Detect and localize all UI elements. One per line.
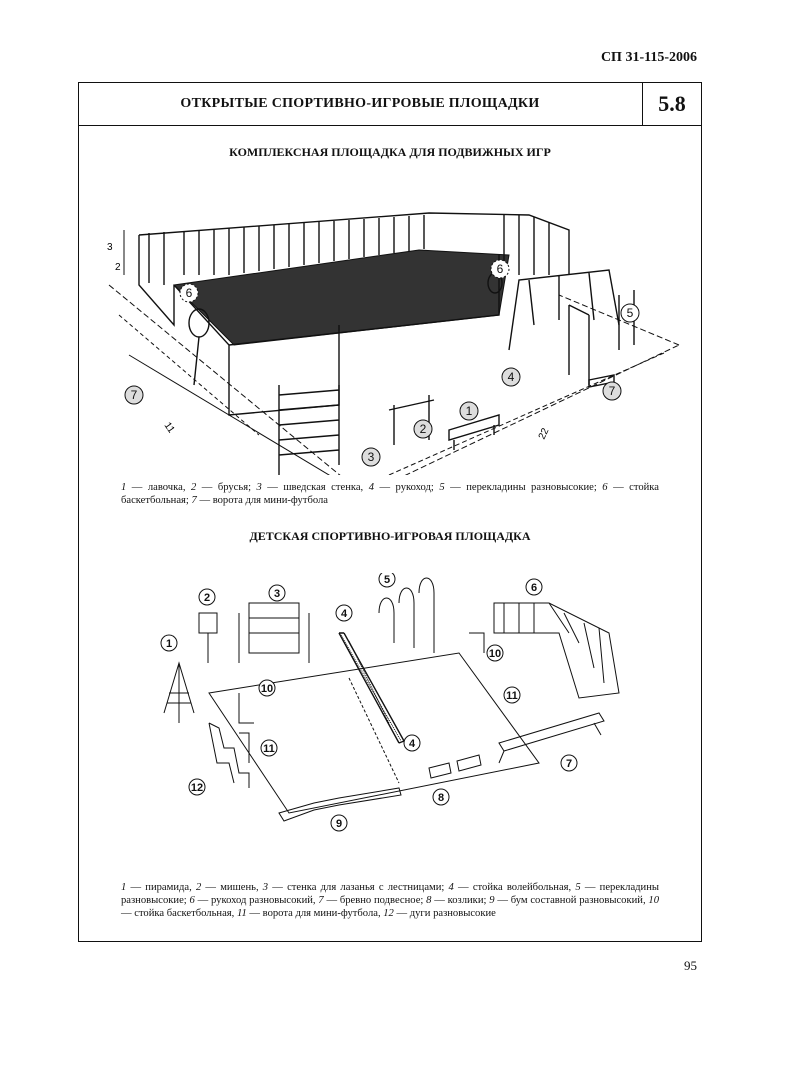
caption-item-text: — стойка баскетбольная; — [121, 482, 659, 506]
marker-7-left: 7 — [130, 388, 138, 402]
caption-item-number: 8 — [426, 895, 432, 906]
child-marker-8: 8 — [437, 792, 445, 804]
dim-2: 2 — [115, 262, 121, 273]
figure2-drawing — [139, 573, 669, 863]
caption-item-text: — стенка для лазанья с лестницами; — [268, 882, 449, 893]
caption-item-number: 12 — [383, 908, 394, 919]
caption-item-text: — рукоход; — [373, 482, 440, 493]
child-marker-4-bottom: 4 — [408, 738, 416, 750]
figure2-caption — [121, 881, 659, 920]
caption-item-text: — козлики; — [431, 895, 490, 906]
caption-item-number: 1 — [121, 882, 127, 893]
caption-item-number: 4 — [448, 882, 454, 893]
caption-item-number: 9 — [489, 895, 495, 906]
caption-item-number: 5 — [439, 482, 445, 493]
marker-3: 3 — [367, 450, 375, 464]
marker-4: 4 — [507, 370, 515, 384]
caption-item-text: — стойка баскетбольная, — [121, 908, 237, 919]
caption-item-number: 2 — [190, 482, 197, 493]
child-marker-11-right: 11 — [506, 690, 518, 702]
child-marker-9: 9 — [335, 818, 343, 830]
caption-item-text: — рукоход разновысокий, — [194, 895, 319, 906]
document-code: СП 31-115-2006 — [600, 50, 697, 65]
figure2-title: ДЕТСКАЯ СПОРТИВНО-ИГРОВАЯ ПЛОЩАДКА — [249, 529, 531, 543]
dim-11: 11 — [161, 420, 177, 436]
page-frame — [78, 82, 702, 942]
caption-item-number: 6 — [189, 895, 195, 906]
caption-item-number: 10 — [648, 895, 659, 906]
figure1-title: КОМПЛЕКСНАЯ ПЛОЩАДКА ДЛЯ ПОДВИЖНЫХ ИГР — [229, 145, 551, 159]
child-marker-10-left: 10 — [260, 683, 274, 695]
caption-item-text: — мишень, — [201, 882, 263, 893]
caption-item-number: 1 — [121, 482, 127, 493]
volleyball-court — [209, 653, 539, 813]
caption-item-number: 5 — [575, 882, 581, 893]
dim-22: 22 — [536, 426, 552, 442]
child-marker-12: 12 — [190, 782, 204, 794]
child-marker-11-left: 11 — [263, 743, 275, 755]
caption-item-number: 7 — [318, 895, 324, 906]
section-header — [79, 83, 701, 126]
child-marker-10-right: 10 — [488, 648, 502, 660]
caption-item-number: 6 — [602, 482, 608, 493]
figure1-caption — [121, 481, 659, 507]
page-number: 95 — [684, 958, 697, 973]
caption-item-text: — лавочка, — [126, 482, 191, 493]
caption-item-text: — перекладины разновысокие; — [444, 482, 603, 493]
section-number: 5.8 — [642, 83, 701, 125]
caption-item-number: 2 — [195, 882, 202, 893]
marker-6-left: 6 — [185, 286, 193, 300]
child-marker-6: 6 — [530, 582, 538, 594]
caption-item-number: 7 — [191, 495, 197, 506]
section-title: ОТКРЫТЫЕ СПОРТИВНО-ИГРОВЫЕ ПЛОЩАДКИ — [180, 96, 540, 111]
caption-item-text: — бум составной разновысокий, — [494, 895, 649, 906]
marker-7-right: 7 — [608, 384, 616, 398]
figure1-drawing — [89, 175, 689, 475]
marker-6-right: 6 — [496, 262, 504, 276]
child-marker-3: 3 — [273, 588, 281, 600]
court-surface — [174, 250, 509, 345]
child-marker-5: 5 — [383, 574, 391, 586]
child-marker-1: 1 — [165, 638, 173, 650]
caption-item-number: 11 — [236, 908, 247, 919]
child-marker-7: 7 — [565, 758, 573, 770]
caption-item-text: — дуги разновысокие — [393, 908, 496, 919]
caption-item-text: — перекладины разновысокие; — [121, 882, 660, 906]
caption-item-text: — пирамида, — [126, 882, 196, 893]
caption-item-text: — шведская стенка, — [261, 482, 369, 493]
dim-3: 3 — [107, 242, 113, 253]
caption-item-text: — бревно подвесное; — [323, 895, 427, 906]
marker-5: 5 — [626, 306, 634, 320]
marker-1: 1 — [465, 404, 473, 418]
caption-item-text: — ворота для мини-футбола — [196, 495, 328, 506]
caption-item-text: — стойка волейбольная, — [453, 882, 576, 893]
caption-item-text: — брусья; — [196, 482, 257, 493]
marker-2: 2 — [419, 422, 427, 436]
child-marker-2: 2 — [203, 592, 211, 604]
caption-item-text: — ворота для мини-футбола, — [246, 908, 384, 919]
child-marker-4-top: 4 — [340, 608, 348, 620]
caption-item-number: 3 — [256, 482, 262, 493]
caption-item-number: 4 — [368, 482, 374, 493]
caption-item-number: 3 — [262, 882, 269, 893]
